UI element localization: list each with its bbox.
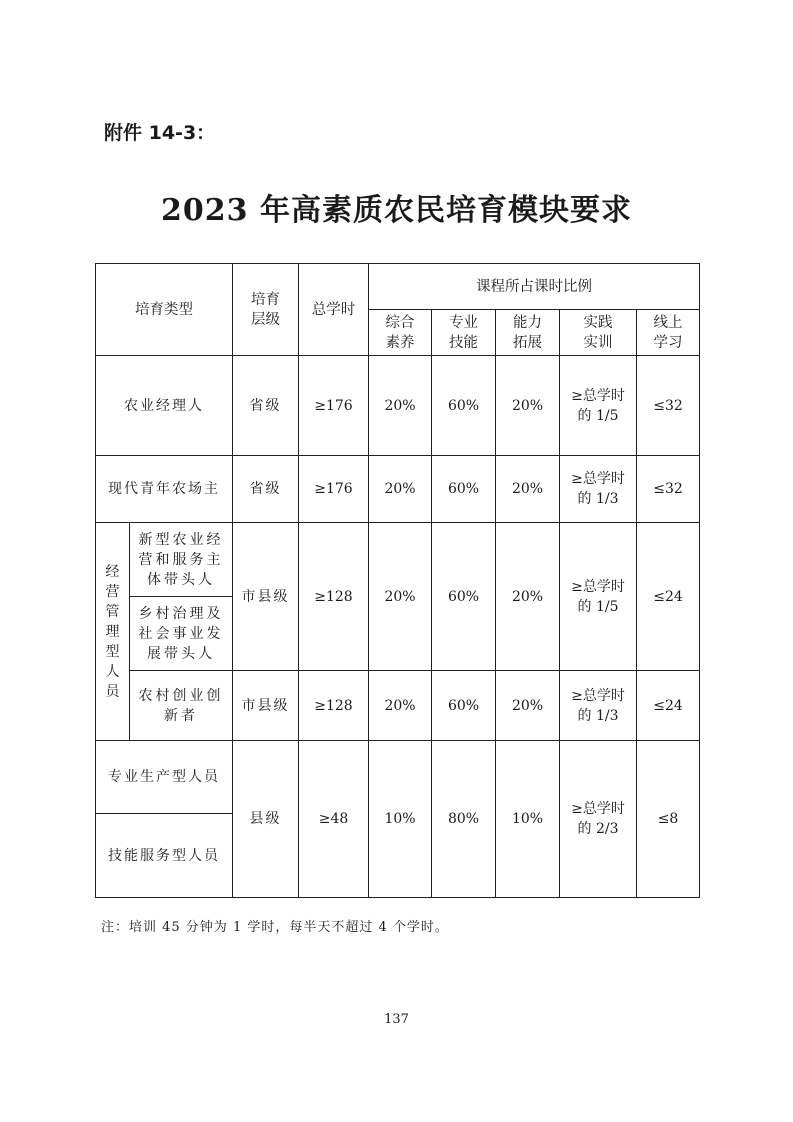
header-type: 培育类型 bbox=[96, 264, 233, 356]
group-sub1-line: 营和服务主 bbox=[138, 551, 224, 568]
header-c1 bbox=[369, 310, 432, 356]
group-sub2-line: 社会事业发 bbox=[138, 625, 224, 642]
row4-c3: 20% bbox=[496, 671, 560, 741]
row4-total: ≥128 bbox=[299, 671, 369, 741]
row1-total: ≥176 bbox=[299, 356, 369, 456]
group-sub1 bbox=[130, 523, 233, 597]
header-c2-line1: 专业 bbox=[449, 314, 478, 331]
row5-c5: ≤8 bbox=[637, 741, 700, 898]
row2-c4-line1: ≥总学时 bbox=[571, 471, 625, 487]
row5b-type: 技能服务型人员 bbox=[96, 814, 233, 898]
row5-c2: 80% bbox=[432, 741, 496, 898]
header-c3-line2: 拓展 bbox=[513, 334, 542, 351]
row4-c4 bbox=[560, 671, 637, 741]
header-c4 bbox=[560, 310, 637, 356]
header-c2-line2: 技能 bbox=[449, 334, 478, 351]
group-label-char: 型 bbox=[105, 643, 120, 660]
row4-c2: 60% bbox=[432, 671, 496, 741]
row5-c1: 10% bbox=[369, 741, 432, 898]
row3-c4-line1: ≥总学时 bbox=[571, 578, 625, 595]
group-label-char: 管 bbox=[105, 603, 120, 620]
row3-level: 市县级 bbox=[233, 523, 299, 671]
row5-c4-line2: 的 2/3 bbox=[577, 821, 619, 837]
row2-level: 省级 bbox=[233, 456, 299, 523]
row1-c4-line2: 的 1/5 bbox=[577, 407, 619, 424]
group-label-char: 理 bbox=[105, 623, 120, 640]
group-sub1-line: 新型农业经 bbox=[138, 531, 224, 548]
group-sub2 bbox=[130, 597, 233, 671]
header-level bbox=[233, 264, 299, 356]
group-sub1-line: 体带头人 bbox=[147, 571, 215, 588]
header-c1-line2: 素养 bbox=[385, 334, 415, 351]
group-label-char: 人 bbox=[105, 663, 120, 680]
row2-total: ≥176 bbox=[299, 456, 369, 523]
row1-c4-line1: ≥总学时 bbox=[571, 387, 625, 404]
table-row bbox=[96, 523, 700, 597]
row3-total: ≥128 bbox=[299, 523, 369, 671]
header-c3-line1: 能力 bbox=[513, 314, 542, 331]
header-c4-line1: 实践 bbox=[583, 314, 613, 331]
table-row bbox=[96, 741, 700, 814]
header-c5-line1: 线上 bbox=[653, 314, 683, 331]
table-row bbox=[96, 671, 700, 741]
row1-c1: 20% bbox=[369, 356, 432, 456]
table-row bbox=[96, 356, 700, 456]
table-row bbox=[96, 456, 700, 523]
attachment-label: 附件 14-3： bbox=[104, 122, 216, 144]
row3-c1: 20% bbox=[369, 523, 432, 671]
training-module-table bbox=[95, 263, 700, 898]
header-level-line2: 层级 bbox=[251, 311, 280, 328]
header-total-hours: 总学时 bbox=[299, 264, 369, 356]
group-label bbox=[96, 523, 130, 741]
row2-c4-line2: 的 1/3 bbox=[577, 491, 619, 507]
row4-c1: 20% bbox=[369, 671, 432, 741]
group-sub3-line: 农村创业创 bbox=[138, 687, 224, 704]
row2-type: 现代青年农场主 bbox=[96, 456, 233, 523]
page-title: 2023 年高素质农民培育模块要求 bbox=[161, 193, 632, 228]
header-c5-line2: 学习 bbox=[653, 334, 683, 351]
table-note: 注：培训 45 分钟为 1 学时，每半天不超过 4 个学时。 bbox=[101, 920, 449, 935]
row5-c3: 10% bbox=[496, 741, 560, 898]
row3-c4-line2: 的 1/5 bbox=[577, 598, 619, 615]
row1-c4 bbox=[560, 356, 637, 456]
row1-c2: 60% bbox=[432, 356, 496, 456]
group-label-char: 经 bbox=[105, 563, 120, 580]
group-label-char: 营 bbox=[105, 583, 120, 600]
row5-c4 bbox=[560, 741, 637, 898]
header-c5 bbox=[637, 310, 700, 356]
header-c3 bbox=[496, 310, 560, 356]
group-sub3 bbox=[130, 671, 233, 741]
header-c2 bbox=[432, 310, 496, 356]
group-sub2-line: 乡村治理及 bbox=[138, 605, 224, 622]
row1-c5: ≤32 bbox=[637, 356, 700, 456]
header-level-line1: 培育 bbox=[251, 291, 280, 308]
row1-c3: 20% bbox=[496, 356, 560, 456]
header-c4-line2: 实训 bbox=[583, 334, 613, 351]
row3-c3: 20% bbox=[496, 523, 560, 671]
group-label-char: 员 bbox=[105, 683, 120, 700]
row5-total: ≥48 bbox=[299, 741, 369, 898]
row4-level: 市县级 bbox=[233, 671, 299, 741]
group-sub2-line: 展带头人 bbox=[147, 645, 215, 662]
row2-c4 bbox=[560, 456, 637, 523]
group-sub3-line: 新者 bbox=[164, 707, 198, 724]
row5a-type: 专业生产型人员 bbox=[96, 741, 233, 814]
row2-c1: 20% bbox=[369, 456, 432, 523]
row5-level: 县级 bbox=[233, 741, 299, 898]
header-ratio-group: 课程所占课时比例 bbox=[369, 264, 700, 310]
row4-c5: ≤24 bbox=[637, 671, 700, 741]
row3-c5: ≤24 bbox=[637, 523, 700, 671]
header-c1-line1: 综合 bbox=[385, 314, 415, 331]
row4-c4-line2: 的 1/3 bbox=[577, 707, 619, 724]
row2-c3: 20% bbox=[496, 456, 560, 523]
row2-c5: ≤32 bbox=[637, 456, 700, 523]
row2-c2: 60% bbox=[432, 456, 496, 523]
page-number: 137 bbox=[384, 1012, 409, 1027]
row5-c4-line1: ≥总学时 bbox=[571, 801, 625, 817]
row1-type: 农业经理人 bbox=[96, 356, 233, 456]
row3-c2: 60% bbox=[432, 523, 496, 671]
row1-level: 省级 bbox=[233, 356, 299, 456]
row3-c4 bbox=[560, 523, 637, 671]
row4-c4-line1: ≥总学时 bbox=[571, 687, 625, 704]
